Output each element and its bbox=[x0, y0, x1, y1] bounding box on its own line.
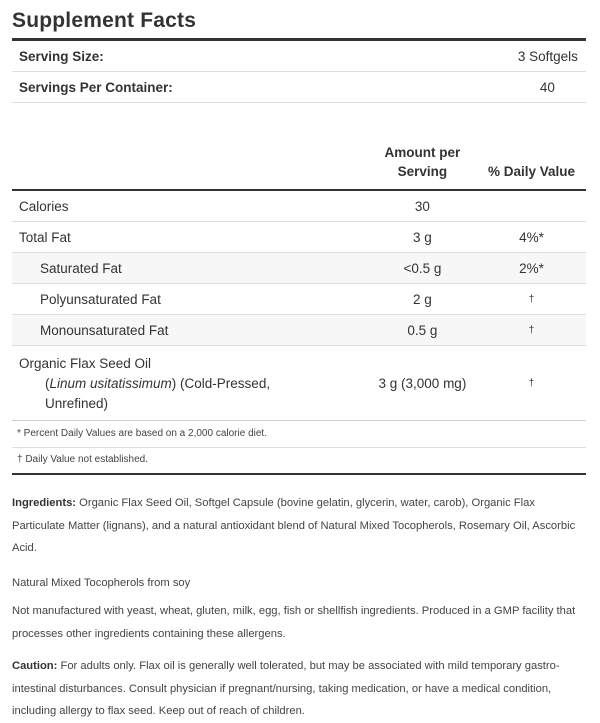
nutrient-row-saturated-fat bbox=[12, 253, 586, 284]
column-header-row bbox=[12, 143, 586, 190]
serving-size-value: 3 Softgels bbox=[368, 41, 586, 72]
serving-size-row bbox=[12, 41, 586, 72]
flax-name: Organic Flax Seed Oil bbox=[19, 356, 152, 371]
nutrient-dv: † bbox=[477, 315, 586, 346]
nutrient-table bbox=[12, 143, 586, 421]
nutrient-row-flax-seed-oil bbox=[12, 346, 586, 421]
nutrient-amount: 2 g bbox=[368, 284, 477, 315]
nutrient-amount: 3 g (3,000 mg) bbox=[368, 346, 477, 421]
nutrient-row-monounsaturated-fat bbox=[12, 315, 586, 346]
nutrient-amount: 0.5 g bbox=[368, 315, 477, 346]
servings-per-container-row bbox=[12, 72, 586, 103]
panel-title: Supplement Facts bbox=[12, 9, 197, 32]
serving-size-label: Serving Size: bbox=[12, 41, 368, 72]
nutrient-dv: 2%* bbox=[477, 253, 586, 284]
bottom-rule bbox=[12, 473, 586, 475]
amount-header-line2: Serving bbox=[397, 164, 448, 179]
nutrient-name: Monounsaturated Fat bbox=[12, 315, 368, 346]
flax-detail-line2: Unrefined) bbox=[45, 396, 109, 411]
amount-header bbox=[368, 143, 477, 190]
flax-latin-line: (Linum usitatissimum) (Cold-Pressed, bbox=[45, 376, 271, 391]
soy-note: Natural Mixed Tocopherols from soy bbox=[12, 576, 191, 589]
nutrient-name: Polyunsaturated Fat bbox=[12, 284, 368, 315]
spacer-band bbox=[12, 103, 586, 143]
nutrient-dv: † bbox=[477, 346, 586, 421]
flax-latin-name: Linum usitatissimum bbox=[49, 376, 172, 391]
product-info bbox=[12, 492, 586, 723]
flax-name-cell bbox=[12, 346, 368, 421]
ingredients-label: Ingredients: bbox=[12, 497, 77, 509]
allergen-note: Not manufactured with yeast, wheat, gluten, milk, egg, fish or shellfish ingredients. Produced in a GMP facility that processes other ingredients containing these allergens. bbox=[12, 605, 576, 640]
nutrient-name: Total Fat bbox=[12, 222, 368, 253]
nutrient-amount: <0.5 g bbox=[368, 253, 477, 284]
nutrient-row-calories bbox=[12, 190, 586, 222]
serving-table bbox=[12, 41, 586, 103]
nutrient-row-polyunsaturated-fat bbox=[12, 284, 586, 315]
nutrient-dv: † bbox=[477, 284, 586, 315]
nutrient-dv: 4%* bbox=[477, 222, 586, 253]
nutrient-dv bbox=[477, 190, 586, 222]
servings-per-container-value: 40 bbox=[368, 72, 586, 103]
footnote-percent: * Percent Daily Values are based on a 2,000 calorie diet. bbox=[12, 421, 586, 448]
footnote-dagger: † Daily Value not established. bbox=[17, 454, 149, 465]
nutrient-name: Saturated Fat bbox=[12, 253, 368, 284]
amount-header-line1: Amount per bbox=[384, 145, 461, 160]
caution-paragraph bbox=[12, 655, 586, 723]
ingredients-paragraph bbox=[12, 492, 586, 560]
nutrient-row-total-fat bbox=[12, 222, 586, 253]
caution-text: For adults only. Flax oil is generally well tolerated, but may be associated with mild temporary gastro-intestinal disturbances. Consult physician if pregnant/nursing, taking medication, or have a medical condition, including allergy to flax seed. Keep out of reach of children. bbox=[12, 660, 560, 717]
nutrient-name: Calories bbox=[12, 190, 368, 222]
nutrient-amount: 30 bbox=[368, 190, 477, 222]
nutrient-amount: 3 g bbox=[368, 222, 477, 253]
servings-per-container-label: Servings Per Container: bbox=[12, 72, 368, 103]
ingredients-text: Organic Flax Seed Oil, Softgel Capsule (bovine gelatin, glycerin, water, carob), Organic Flax Particulate Matter (lignans), and a natural antioxidant blend of Natural Mixed Tocopherols, Rosemary Oil, Ascorbic Acid. bbox=[12, 497, 576, 554]
caution-label: Caution: bbox=[12, 660, 58, 672]
dv-header: % Daily Value bbox=[487, 164, 575, 179]
